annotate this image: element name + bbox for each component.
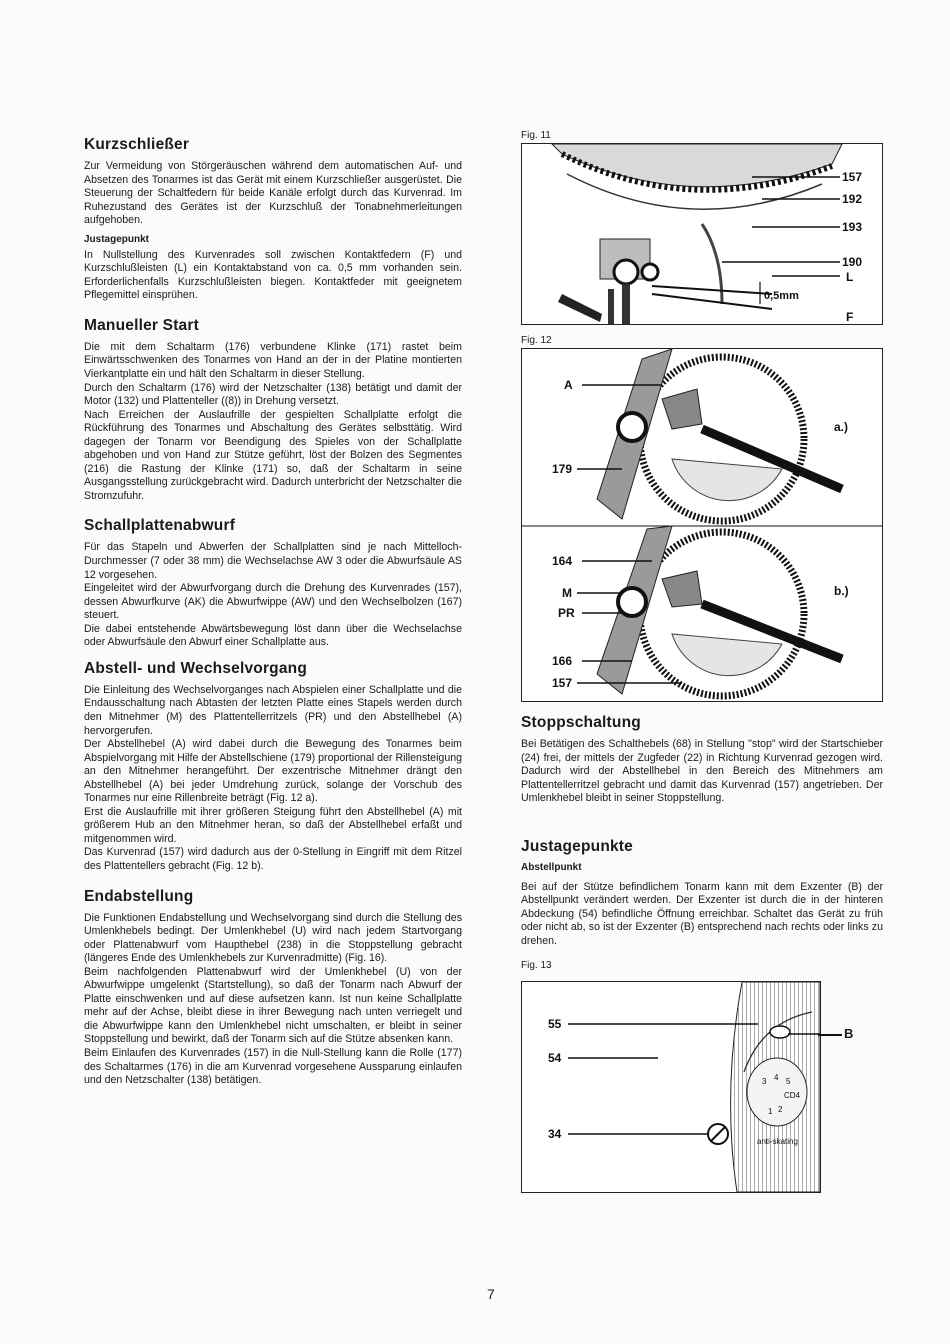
callout-157: 157 bbox=[552, 676, 573, 690]
section-abstell bbox=[84, 660, 462, 874]
lever-arc bbox=[702, 224, 722, 304]
paragraph: Beim nachfolgenden Plattenabwurf wird der Umlenkhebel (U) von der Abwurfwippe umgelenkt (Startstellung), so daß der Tonarm nach Abwurf der Platte einschwenken und auf diese aufsetzen kann. Ist nun keine Schallplatte mehr auf der Achse, bleibt diese in ihrer Bewegung nach unten verriegelt und die Abwurfwippe kann den Umlenkhebel nicht umschalten, er bleibt in seiner Stoppstellung und bewirkt, daß der Tonarm sich auf die Stütze absenken kann. bbox=[84, 965, 462, 1046]
section-stoppschaltung bbox=[521, 714, 883, 806]
paragraph: Durch den Schaltarm (176) wird der Netzschalter (138) betätigt und damit der Motor (132) und Plattenteller ((8)) in Drehung versetzt. bbox=[84, 381, 462, 408]
pinion bbox=[618, 413, 646, 441]
callout-gap: 0,5mm bbox=[764, 290, 799, 302]
dial-number: 3 bbox=[762, 1077, 767, 1087]
label-b: b.) bbox=[834, 584, 849, 598]
section-schallplattenabwurf bbox=[84, 517, 462, 649]
paragraph: Der Abstellhebel (A) wird dabei durch die Bewegung des Tonarmes beim Abspielvorgang mit Hilfe der Abstellschiene (179) proportional der Rillensteigung an den Mitnehmer herangeführt. Der exzentrische Mitnehmer drängt den Abstellhebel (A) bei jeder Umdrehung zurück, solange der Vorschub des Tonarmes nur eine Rillenbreite beträgt (Fig. 12 a). bbox=[84, 738, 462, 805]
heading-stoppschaltung: Stoppschaltung bbox=[521, 714, 641, 731]
paragraph: Die Funktionen Endabstellung und Wechselvorgang sind durch die Stellung des Umlenkhebels bedingt. Der Umlenkhebel (U) wird nach jedem Startvorgang oder Plattenabwurf vom Haupthebel (238) in die Stoppstellung gebracht (längeres Ende des Umlenkhebels zur Kurvenradmitte) (Fig. 16). bbox=[84, 911, 462, 965]
wire-bundle bbox=[558, 294, 602, 322]
dial-number: 1 bbox=[768, 1107, 773, 1117]
callout-193: 193 bbox=[842, 220, 863, 234]
section-manueller-start bbox=[84, 317, 462, 504]
callout-54: 54 bbox=[548, 1051, 562, 1066]
paragraph: Bei Betätigen des Schalthebels (68) in Stellung "stop" wird der Startschieber (24) frei, der mittels der Zugfeder (22) in Richtung Kurvenrad gezogen wird. Dadurch wird der Abstellhebel in den Bereich des Mitnehmers am Plattentellerritzel gebracht und damit das Kurvenrad (157) angetrieben. Der Umlenkhebel bleibt in seiner Stoppstellung. bbox=[521, 738, 883, 805]
eccentric-b bbox=[770, 1026, 790, 1038]
callout-190: 190 bbox=[842, 255, 863, 269]
pinion bbox=[618, 588, 646, 616]
contact-post bbox=[608, 289, 614, 324]
subheading-justagepunkt: Justagepunkt bbox=[84, 233, 150, 245]
figure-13-drawing bbox=[522, 982, 820, 1192]
contact-post bbox=[622, 284, 630, 324]
pivot bbox=[642, 264, 658, 280]
paragraph: Für das Stapeln und Abwerfen der Schallplatten sind je nach Mittelloch-Durchmesser (7 oder 38 mm) die Wechselachse AW 3 oder die Abwurfsäule AS 12 vorgesehen. bbox=[84, 541, 462, 581]
callout-164: 164 bbox=[552, 554, 573, 568]
paragraph: Die dabei entstehende Abwärtsbewegung löst dann über die Wechselachse oder Abwurfsäule den Abwurf einer Schallplatte aus. bbox=[84, 622, 462, 649]
contact-spring-f bbox=[652, 294, 772, 309]
heading-abstell-und-wechselvorgang: Abstell- und Wechselvorgang bbox=[84, 659, 308, 677]
heading-manueller-start: Manueller Start bbox=[84, 316, 199, 334]
figure-12-drawing bbox=[522, 349, 882, 701]
figure-12 bbox=[521, 348, 883, 702]
heading-schallplattenabwurf: Schallplattenabwurf bbox=[84, 517, 236, 535]
heading-endabstellung: Endabstellung bbox=[84, 887, 194, 905]
paragraph: Die mit dem Schaltarm (176) verbundene Klinke (171) rastet beim Einwärtsschwenken des Tonarmes von Hand an der in der Platine montierten Vierkantplatte ein und hält den Schaltarm in dieser Stellung. bbox=[84, 340, 462, 381]
subheading-abstellpunkt: Abstellpunkt bbox=[521, 861, 582, 873]
dial-number: 4 bbox=[774, 1073, 779, 1083]
callout-l: L bbox=[846, 270, 854, 284]
callout-179: 179 bbox=[552, 462, 573, 476]
paragraph: Erst die Auslaufrille mit ihrer größeren Steigung führt den Abstellhebel (A) mit größerem Hub an den Mitnehmer heran, so daß der Abstellhebel erfaßt und mitgenommen wird. bbox=[84, 805, 462, 845]
right-column bbox=[521, 130, 883, 1193]
figure-12a bbox=[552, 349, 848, 521]
dial-caption: anti-skating bbox=[757, 1137, 798, 1147]
screw-head bbox=[614, 260, 638, 284]
dial-cd4: CD4 bbox=[784, 1091, 801, 1101]
contact-strip-l bbox=[652, 286, 772, 294]
heading-justagepunkte: Justagepunkte bbox=[521, 837, 633, 855]
left-column bbox=[84, 136, 462, 1096]
callout-166: 166 bbox=[552, 654, 573, 668]
paragraph: Bei auf der Stütze befindlichem Tonarm kann mit dem Exzenter (B) der Abstellpunkt verändert werden. Der Exzenter ist durch die in der hinteren Abdeckung (54) befindliche Öffnung erreichbar. Schaltet das Gerät zu früh oder nicht ab, so ist der Exzenter (B) entsprechend nach rechts oder links zu drehen. bbox=[521, 880, 883, 947]
callout-a: A bbox=[564, 378, 573, 392]
fig13-label: Fig. 13 bbox=[521, 960, 552, 972]
paragraph: Zur Vermeidung von Störgeräuschen während dem automatischen Auf- und Absetzen des Tonarmes ist das Gerät mit einem Kurzschließer ausgerüstet. Die Steuerung der Schaltfedern für beide Kanäle erfolgt durch das Kurvenrad. Im Ruhezustand des Gerätes ist der Kurzschluß der Tonabnehmerleitungen aufgehoben. bbox=[84, 160, 462, 227]
fig11-label: Fig. 11 bbox=[521, 130, 551, 141]
paragraph: Eingeleitet wird der Abwurfvorgang durch die Drehung des Kurvenrades (157), dessen Abwurfkurve (AK) die Abwurfwippe (AW) und den Wechselbolzen (167) steuert. bbox=[84, 582, 462, 622]
leader-line-b bbox=[818, 1034, 842, 1036]
callout-192: 192 bbox=[842, 192, 863, 206]
callout-m: M bbox=[562, 586, 572, 600]
figure-12b bbox=[552, 526, 849, 696]
section-justagepunkte bbox=[521, 838, 883, 949]
heading-kurzschliesser: Kurzschließer bbox=[84, 136, 190, 153]
callout-34: 34 bbox=[548, 1127, 562, 1142]
figure-11 bbox=[521, 143, 883, 325]
paragraph: Das Kurvenrad (157) wird dadurch aus der 0-Stellung in Eingriff mit dem Ritzel des Plattentellers gebracht (Fig. 12 b). bbox=[84, 846, 462, 872]
callout-157: 157 bbox=[842, 170, 863, 184]
paragraph: Beim Einlaufen des Kurvenrades (157) in die Null-Stellung kann die Rolle (177) des Schaltarmes (176) in die am Kurvenrad vorgesehene Aussparung einlaufen und den Netzschalter (138) betätigen. bbox=[84, 1046, 462, 1087]
page-number: 7 bbox=[487, 1286, 495, 1302]
callout-f: F bbox=[846, 310, 854, 324]
gear-wheel bbox=[552, 144, 842, 187]
callout-pr: PR bbox=[558, 606, 575, 620]
fig12-label: Fig. 12 bbox=[521, 335, 552, 346]
paragraph: Nach Erreichen der Auslaufrille der gespielten Schallplatte erfolgt die Rückführung des Tonarmes und Abschaltung des Gerätes selbsttätig. Wird dagegen der Tonarm vor Beendigung des Spieles von der Schallplatte abgehoben und von Hand zur Stütze geführt, löst der Bolzen des Segmentes (216) die Rastung der Klinke (171) so, daß der Schaltarm in seine Ausgangsstellung zurückgebracht wird. Dadurch unterbricht der Netzschalter die Stromzufuhr. bbox=[84, 408, 462, 502]
label-a: a.) bbox=[834, 420, 849, 434]
paragraph: In Nullstellung des Kurvenrades soll zwischen Kontaktfedern (F) und Kurzschlußleisten (L) ein Kontaktabstand von ca. 0,5 mm vorhanden sein. Erforderlichenfalls Kurzschlußleisten biegen. Kontaktfeder mit geeignetem Pflegemittel einsprühen. bbox=[84, 248, 462, 302]
section-kurzschliesser bbox=[84, 136, 462, 303]
callout-b: B bbox=[844, 1026, 854, 1042]
dial-number: 2 bbox=[778, 1105, 783, 1115]
callout-55: 55 bbox=[548, 1017, 562, 1032]
paragraph: Die Einleitung des Wechselvorganges nach Abspielen einer Schallplatte und die Endausschaltung nach Abtasten der letzten Platte eines Stapels werden durch den Mitnehmer (M) des Plattentellerritzels (PR) und den Abstellhebel (A) hervorgerufen. bbox=[84, 683, 462, 737]
section-endabstellung bbox=[84, 888, 462, 1088]
figure-11-drawing bbox=[522, 144, 882, 324]
figure-13 bbox=[521, 981, 854, 1193]
dial-number: 5 bbox=[786, 1077, 791, 1087]
